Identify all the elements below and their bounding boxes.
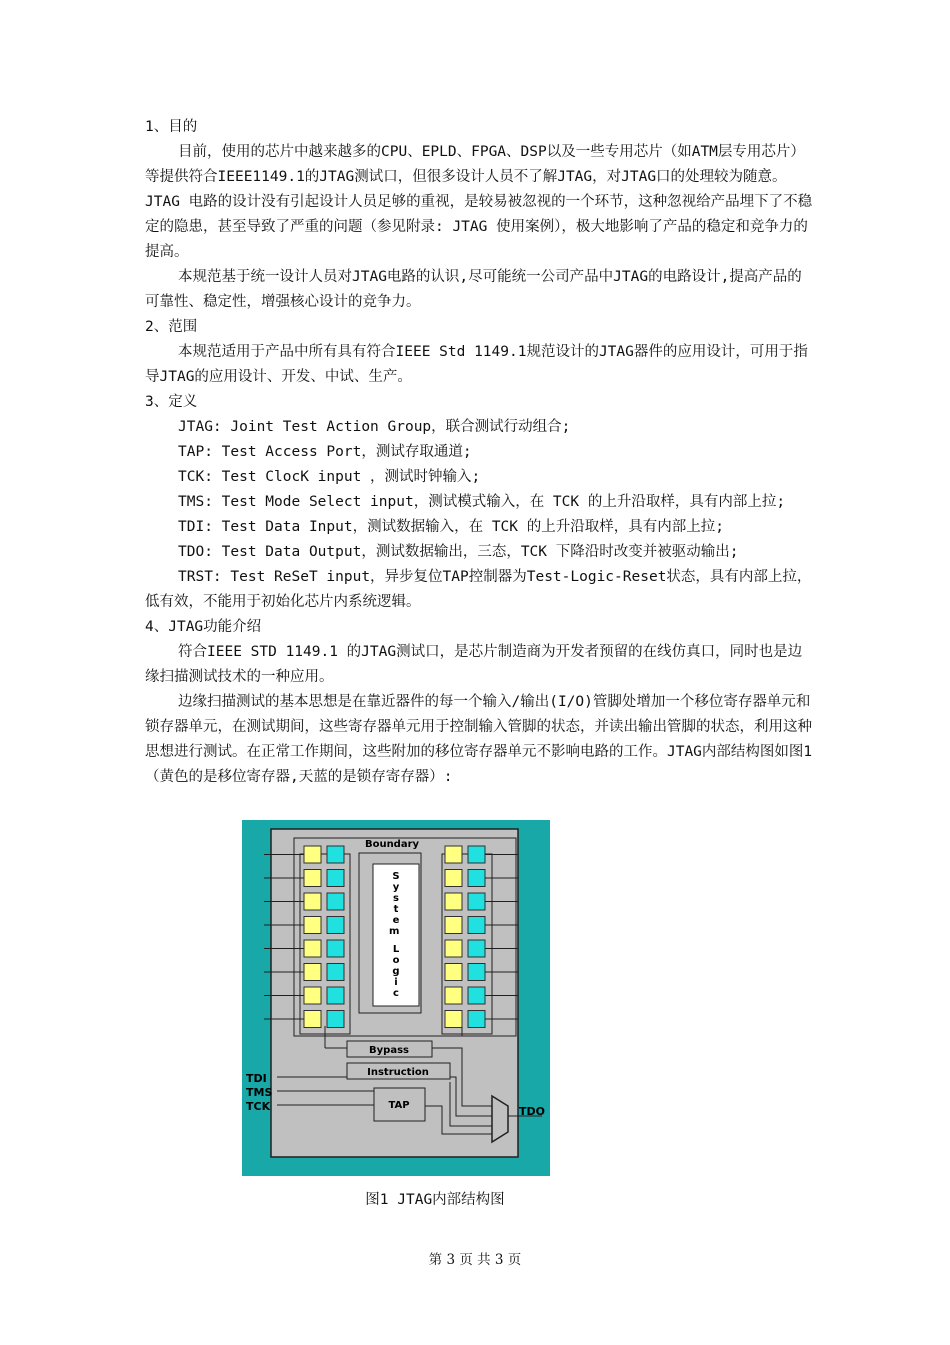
definition-tdo: TDO: Test Data Output，测试数据输出，三态，TCK 下降沿时改变并被驱动输出; [178,544,739,560]
shift-register-cell [445,987,462,1004]
latch-register-cell [468,870,485,887]
figure-caption [0,1188,950,1209]
system-logic-label: S y s t e m L o g i c [389,871,400,999]
section-4-paragraph-1: 符合IEEE STD 1149.1 的JTAG测试口，是芯片制造商为开发者预留的在线仿真口，同时也是边缘扫描测试技术的一种应用。 [145,644,803,685]
definition-tap: TAP: Test Access Port，测试存取通道; [178,444,472,460]
section-3-title: 3、定义 [145,394,198,410]
shift-register-cell [445,1011,462,1028]
latch-register-cell [327,940,344,957]
definition-jtag: JTAG: Joint Test Action Group，联合测试行动组合; [178,419,571,435]
latch-register-cell [468,1011,485,1028]
section-1-paragraph-2: 本规范基于统一设计人员对JTAG电路的认识,尽可能统一公司产品中JTAG的电路设计,提高产品的可靠性、稳定性，增强核心设计的竞争力。 [145,269,802,310]
latch-register-cell [327,1011,344,1028]
section-2-paragraph-1: 本规范适用于产品中所有具有符合IEEE Std 1149.1规范设计的JTAG器件的应用设计，可用于指导JTAG的应用设计、开发、中试、生产。 [145,344,808,385]
shift-register-cell [445,846,462,863]
tck-pin-label: TCK [246,1100,271,1113]
tdi-pin-label: TDI [246,1072,267,1085]
jtag-diagram [242,820,550,1176]
shift-register-cell [304,870,321,887]
latch-register-cell [327,964,344,981]
shift-register-cell [445,917,462,934]
latch-register-cell [468,987,485,1004]
definition-trst: TRST: Test ReSeT input，异步复位TAP控制器为Test-Logic-Reset状态，具有内部上拉，低有效，不能用于初始化芯片内系统逻辑。 [145,569,812,610]
shift-register-cell [304,846,321,863]
section-2-title: 2、范围 [145,319,198,335]
tdo-pin-label: TDO [519,1105,545,1118]
definition-tck: TCK: Test ClocK input ，测试时钟输入; [178,469,481,485]
latch-register-cell [468,846,485,863]
shift-register-cell [304,893,321,910]
section-1-title: 1、目的 [145,119,198,135]
shift-register-cell [304,987,321,1004]
page-footer: 第 3 页 共 3 页 [428,1252,522,1268]
shift-register-cell [304,964,321,981]
latch-register-cell [468,940,485,957]
figure-caption-text: 图1 JTAG内部结构图 [365,1192,505,1208]
latch-register-cell [327,870,344,887]
latch-register-cell [327,987,344,1004]
tms-pin-label: TMS [246,1086,273,1099]
shift-register-cell [445,940,462,957]
shift-register-cell [304,917,321,934]
latch-register-cell [327,846,344,863]
boundary-label: Boundary [364,839,420,850]
tap-label: TAP [388,1100,410,1111]
latch-register-cell [327,917,344,934]
latch-register-cell [468,917,485,934]
shift-register-cell [445,964,462,981]
bypass-label: Bypass [369,1045,409,1056]
shift-register-cell [445,893,462,910]
jtag-structure-figure [242,820,550,1176]
shift-register-cell [304,1011,321,1028]
section-4-title: 4、JTAG功能介绍 [145,619,262,635]
definition-tdi: TDI: Test Data Input，测试数据输入，在 TCK 的上升沿取样，具有内部上拉; [178,519,724,535]
shift-register-cell [304,940,321,957]
section-1-paragraph-1: 目前，使用的芯片中越来越多的CPU、EPLD、FPGA、DSP以及一些专用芯片（如ATM层专用芯片）等提供符合IEEE1149.1的JTAG测试口，但很多设计人员不了解JTAG，对JTAG口的处理较为随意。JTAG 电路的设计没有引起设计人员足够的重视，是较易被忽视的一个环节，这种忽视给产品埋下了不稳定的隐患，甚至导致了严重的问题（参见附录: JTAG 使用案例），极大地影响了产品的稳定和竞争力的提高。 [145,144,813,260]
latch-register-cell [468,893,485,910]
latch-register-cell [468,964,485,981]
document-body [145,115,815,790]
section-4-paragraph-2: 边缘扫描测试的基本思想是在靠近器件的每一个输入/输出(I/O)管脚处增加一个移位寄存器单元和锁存器单元，在测试期间，这些寄存器单元用于控制输入管脚的状态，并读出输出管脚的状态，利用这种思想进行测试。在正常工作期间，这些附加的移位寄存器单元不影响电路的工作。JTAG内部结构图如图1（黄色的是移位寄存器,天蓝的是锁存寄存器）: [145,694,813,785]
instruction-label: Instruction [367,1067,429,1078]
latch-register-cell [327,893,344,910]
definition-tms: TMS: Test Mode Select input，测试模式输入，在 TCK 的上升沿取样，具有内部上拉; [178,494,786,510]
shift-register-cell [445,870,462,887]
